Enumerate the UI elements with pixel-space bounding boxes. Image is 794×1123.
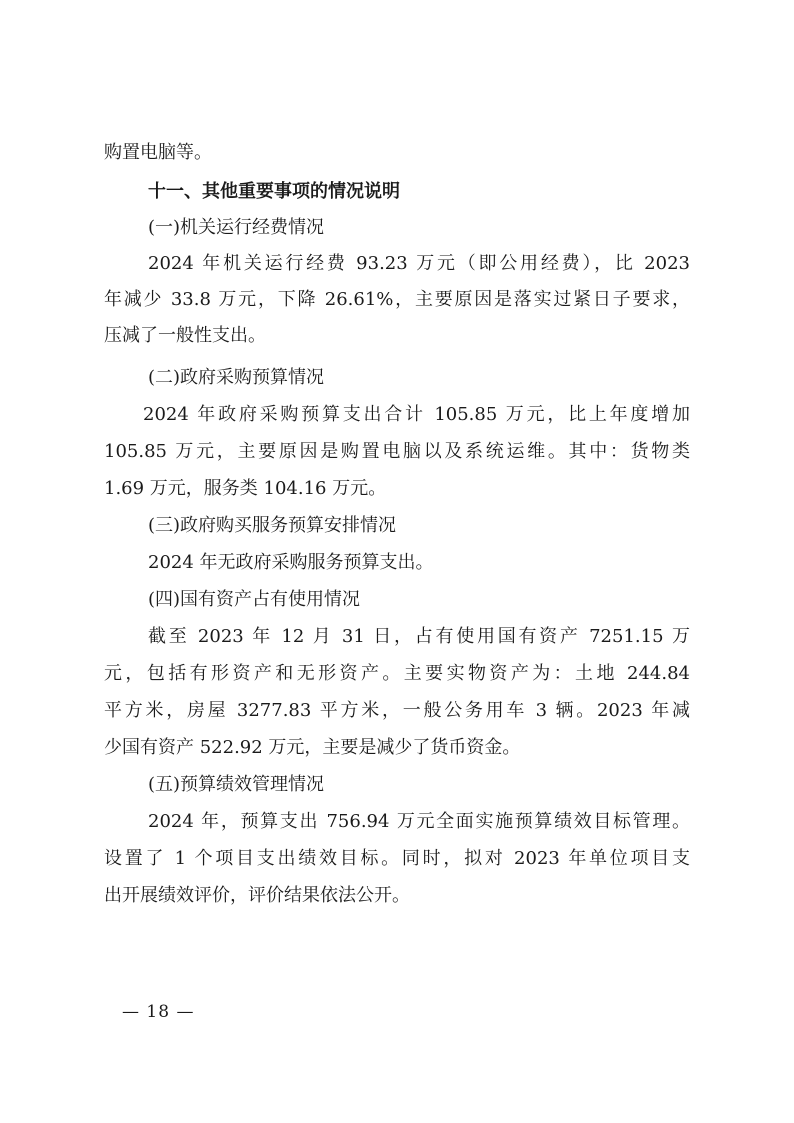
body-text-line: 平方米，房屋 3277.83 平方米，一般公务用车 3 辆。2023 年减	[104, 700, 690, 721]
body-text-line: 2024 年机关运行经费 93.23 万元（即公用经费），比 2023	[148, 253, 690, 274]
page-number: — 18 —	[122, 1002, 195, 1022]
body-text-line: 出开展绩效评价，评价结果依法公开。	[104, 885, 410, 906]
subsection-heading: (三)政府购买服务预算安排情况	[148, 515, 397, 536]
body-text-line: 少国有资产 522.92 万元，主要是减少了货币资金。	[104, 737, 521, 758]
body-text-line: 1.69 万元，服务类 104.16 万元。	[104, 478, 387, 499]
body-text-line: 2024 年，预算支出 756.94 万元全面实施预算绩效目标管理。	[148, 811, 690, 832]
body-text-line: 购置电脑等。	[104, 142, 212, 163]
body-text-line: 压减了一般性支出。	[104, 325, 266, 346]
body-text-line: 105.85 万元，主要原因是购置电脑以及系统运维。其中：货物类	[104, 441, 690, 462]
body-text-line: 截至 2023 年 12 月 31 日，占有使用国有资产 7251.15 万	[148, 626, 690, 647]
body-text-line: 设置了 1 个项目支出绩效目标。同时，拟对 2023 年单位项目支	[104, 848, 690, 869]
subsection-heading: (二)政府采购预算情况	[148, 367, 325, 388]
subsection-heading: (四)国有资产占有使用情况	[148, 589, 361, 610]
body-text-line: 2024 年政府采购预算支出合计 105.85 万元，比上年度增加	[143, 404, 690, 425]
subsection-heading: (五)预算绩效管理情况	[148, 774, 325, 795]
body-text-line: 元，包括有形资产和无形资产。主要实物资产为：土地 244.84	[104, 663, 690, 684]
subsection-heading: (一)机关运行经费情况	[148, 217, 325, 238]
body-text-line: 年减少 33.8 万元，下降 26.61%，主要原因是落实过紧日子要求，	[104, 289, 690, 310]
body-text-line: 2024 年无政府采购服务预算支出。	[148, 552, 434, 573]
section-heading: 十一、其他重要事项的情况说明	[148, 181, 400, 202]
